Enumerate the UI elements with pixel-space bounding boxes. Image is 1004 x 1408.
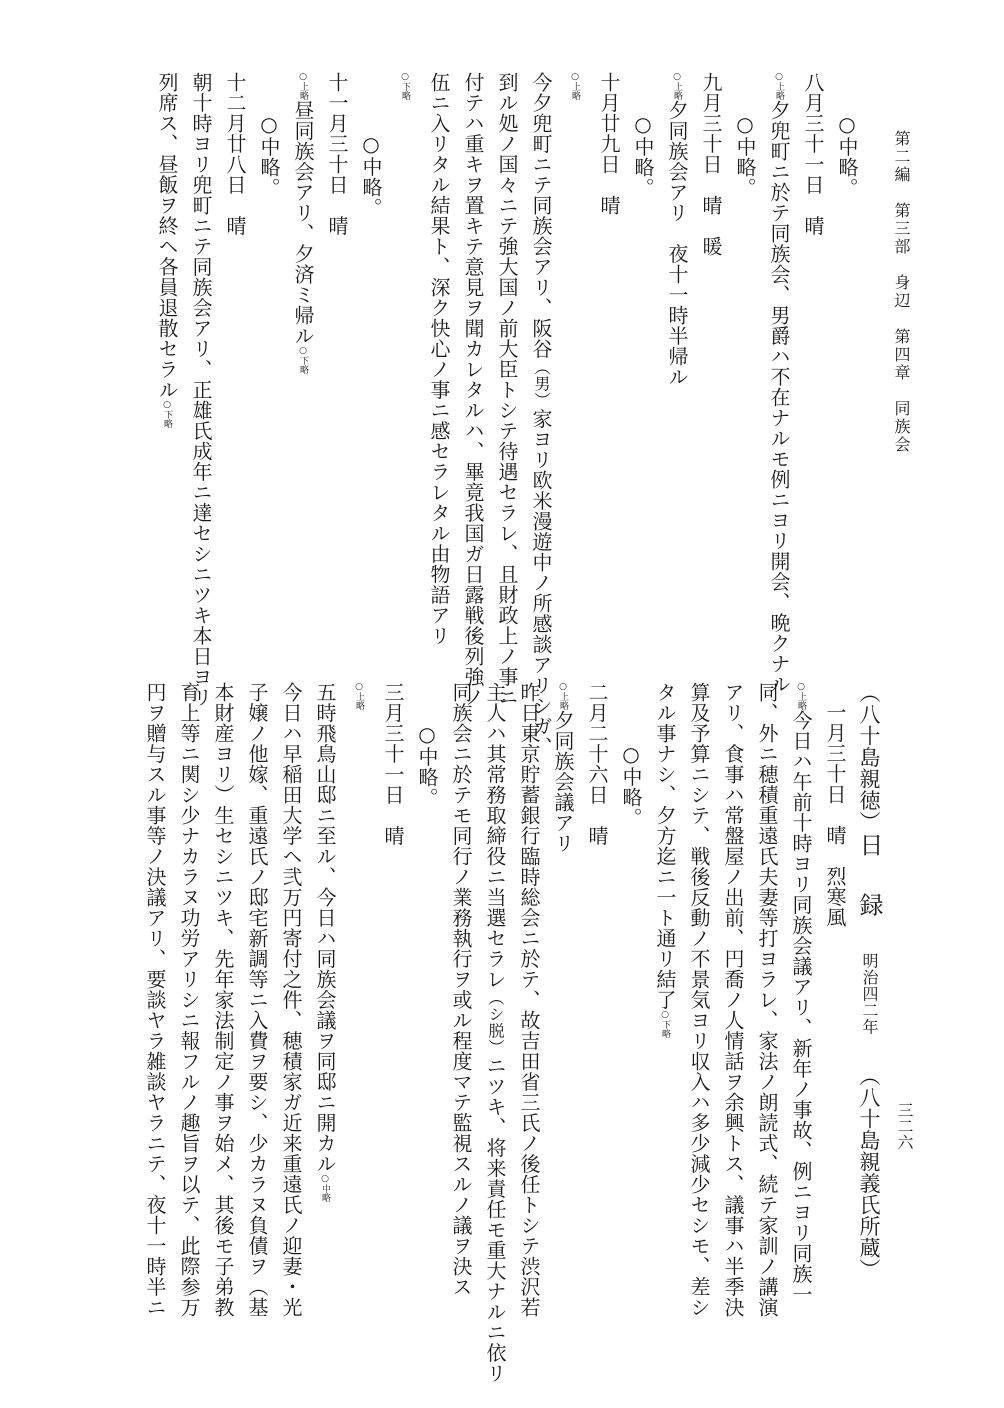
text-line: 同族会ニ於テモ同行ノ業務執行ヲ或ル程度マテ監視スルノ議ヲ決ス	[449, 682, 473, 1297]
text-span: 主人ハ其常務取締役ニ当選セラレ	[483, 682, 507, 990]
omission-mark: ○上略	[796, 682, 806, 710]
text-line: ○中略。	[835, 112, 859, 198]
text-span: 夕同族会議アリ	[551, 710, 575, 854]
text-line	[308, 682, 342, 1332]
omission-mark: ○中略	[320, 1174, 330, 1202]
text-line	[558, 72, 592, 662]
date-line: 十一月三十日 晴	[325, 72, 349, 236]
text-span: 今日ハ午前十時ヨリ同族会議アリ、新年ノ事故、例ニヨリ同族一	[789, 710, 813, 1305]
text-line: 付テハ重キヲ置キテ意見ヲ聞カレタルハ、畢竟我国ガ日露戦後列強ノ	[461, 72, 485, 708]
text-span: 五時飛鳥山邸ニ至ル、今日ハ同族会議ヲ同邸ニ開カル	[313, 682, 337, 1174]
date-line: 一月三十日 晴 烈寒風	[823, 702, 847, 928]
text-span: 列席ス、昼飯ヲ終ヘ各員退散セラル	[155, 72, 179, 400]
text-span: 夕兜町ニ於テ同族会、男爵ハ不在ナルモ例ニヨリ開会、晩クナル	[767, 100, 791, 695]
text-line: ○中略。	[619, 742, 643, 828]
text-line: 朝十時ヨリ兜町ニテ同族会アリ、正雄氏成年ニ達セシニツキ本日ヨリ	[189, 72, 213, 708]
text-line: 算及予算ニシテ、戦後反動ノ不景気ヨリ収入ハ多少減少セシモ、差シ	[687, 682, 711, 1318]
text-line: 育上等ニ関シ少ナカラヌ功労アリシニ報フルノ趣旨ヲ以テ、此際参万	[177, 682, 201, 1318]
text-line: 今日ハ早稲田大学ヘ弐万円寄付之件、穂積家ガ近来重遠氏ノ迎妻・光	[279, 682, 303, 1318]
source-title: 日 録	[855, 832, 883, 923]
text-line: ○中略。	[733, 112, 757, 198]
text-line	[286, 72, 320, 662]
text-span: タル事ナシ、夕方迄ニ一ト通リ結了	[653, 682, 677, 1010]
date-line: 二月二十六日 晴	[585, 682, 609, 846]
text-line	[648, 682, 682, 1332]
date-line: 八月三十一日 晴	[801, 72, 825, 236]
text-line	[342, 682, 376, 1332]
text-line	[478, 682, 512, 1384]
source-title-line	[852, 682, 886, 1332]
date-line: 十二月廿八日 晴	[223, 72, 247, 236]
upper-text-block	[150, 72, 864, 757]
page-number: 三二六	[895, 1102, 914, 1150]
date-line: 十月廿九日 晴	[597, 72, 621, 216]
omission-mark: ○上略	[672, 72, 682, 100]
text-span: ニツキ、将来責任モ重大ナルニ依リ	[483, 1055, 507, 1384]
text-line	[546, 682, 580, 1332]
annotation-note: （シ脱）	[486, 989, 505, 1056]
source-holder: （八十島親義氏所蔵）	[857, 1065, 881, 1280]
text-line	[762, 72, 796, 695]
lower-text-block	[138, 682, 886, 1384]
running-head: 第二編 第三部 身辺 第四章 同族会	[892, 130, 911, 454]
annotation-note: （男）	[532, 359, 551, 409]
text-line: 本財産ヨリ）生セシニツキ、先年家法制定ノ事ヲ始メ、其後モ子弟教	[211, 682, 235, 1318]
text-line	[524, 72, 558, 757]
text-line: アリ、食事ハ常盤屋ノ出前、円喬ノ人情話ヲ余興トス、議事ハ半季決	[721, 682, 745, 1318]
omission-mark: ○下略	[162, 400, 172, 428]
text-line: ○中略。	[257, 112, 281, 198]
text-line: 同、外ニ穂積重遠氏夫妻等打ヨラレ、家法ノ朗読式、続テ家訓ノ講演	[755, 682, 779, 1318]
text-line	[150, 72, 184, 662]
omission-mark: ○上略	[354, 682, 364, 710]
source-author: （八十島親徳）	[857, 682, 881, 833]
text-line: ○中略。	[631, 112, 655, 198]
text-span: 家ヨリ欧米漫遊中ノ所感談アリシガ、	[529, 408, 553, 757]
omission-mark: ○上略	[298, 72, 308, 100]
text-span: 夕同族会アリ 夜十一時半帰ル	[665, 100, 689, 387]
omission-mark: ○下略	[298, 346, 308, 374]
text-line: 昨日東京貯蓄銀行臨時総会ニ於テ、故吉田省三氏ノ後任トシテ渋沢若	[517, 682, 541, 1318]
omission-mark: ○上略	[774, 72, 784, 100]
text-span: 昼同族会アリ、夕済ミ帰ル	[291, 100, 315, 346]
omission-mark: ○上略	[558, 682, 568, 710]
text-line: 子嬢ノ他嫁、重遠氏ノ邸宅新調等ニ入費ヲ要シ、少カラヌ負債ヲ（基	[245, 682, 269, 1318]
source-year: 明治四二年	[860, 952, 879, 1035]
text-line	[660, 72, 694, 662]
text-line: 円ヲ贈与スル事等ノ決議アリ、要談ヤラ雑談ヤラニテ、夜十一時半ニ	[143, 682, 167, 1318]
text-line: 伍ニ入リタル結果ト、深ク快心ノ事ニ感セラレタル由物語アリ	[427, 72, 451, 646]
date-line: 三月三十一日 晴	[381, 682, 405, 846]
omission-mark: ○上略	[570, 72, 580, 100]
text-line: ○中略。	[359, 132, 383, 218]
text-line: 到ル処ノ国々ニテ強大国ノ前大臣トシテ待遇セラレ、且財政上ノ事ニ	[495, 72, 519, 708]
omission-mark: ○下略	[660, 1010, 670, 1038]
date-line: 九月三十日 晴 暖	[699, 72, 723, 257]
text-line	[388, 72, 422, 662]
text-line	[784, 682, 818, 1332]
text-span: 今夕兜町ニテ同族会アリ、阪谷	[529, 72, 553, 359]
omission-mark: ○下略	[400, 72, 410, 100]
text-line: ○中略。	[415, 722, 439, 808]
